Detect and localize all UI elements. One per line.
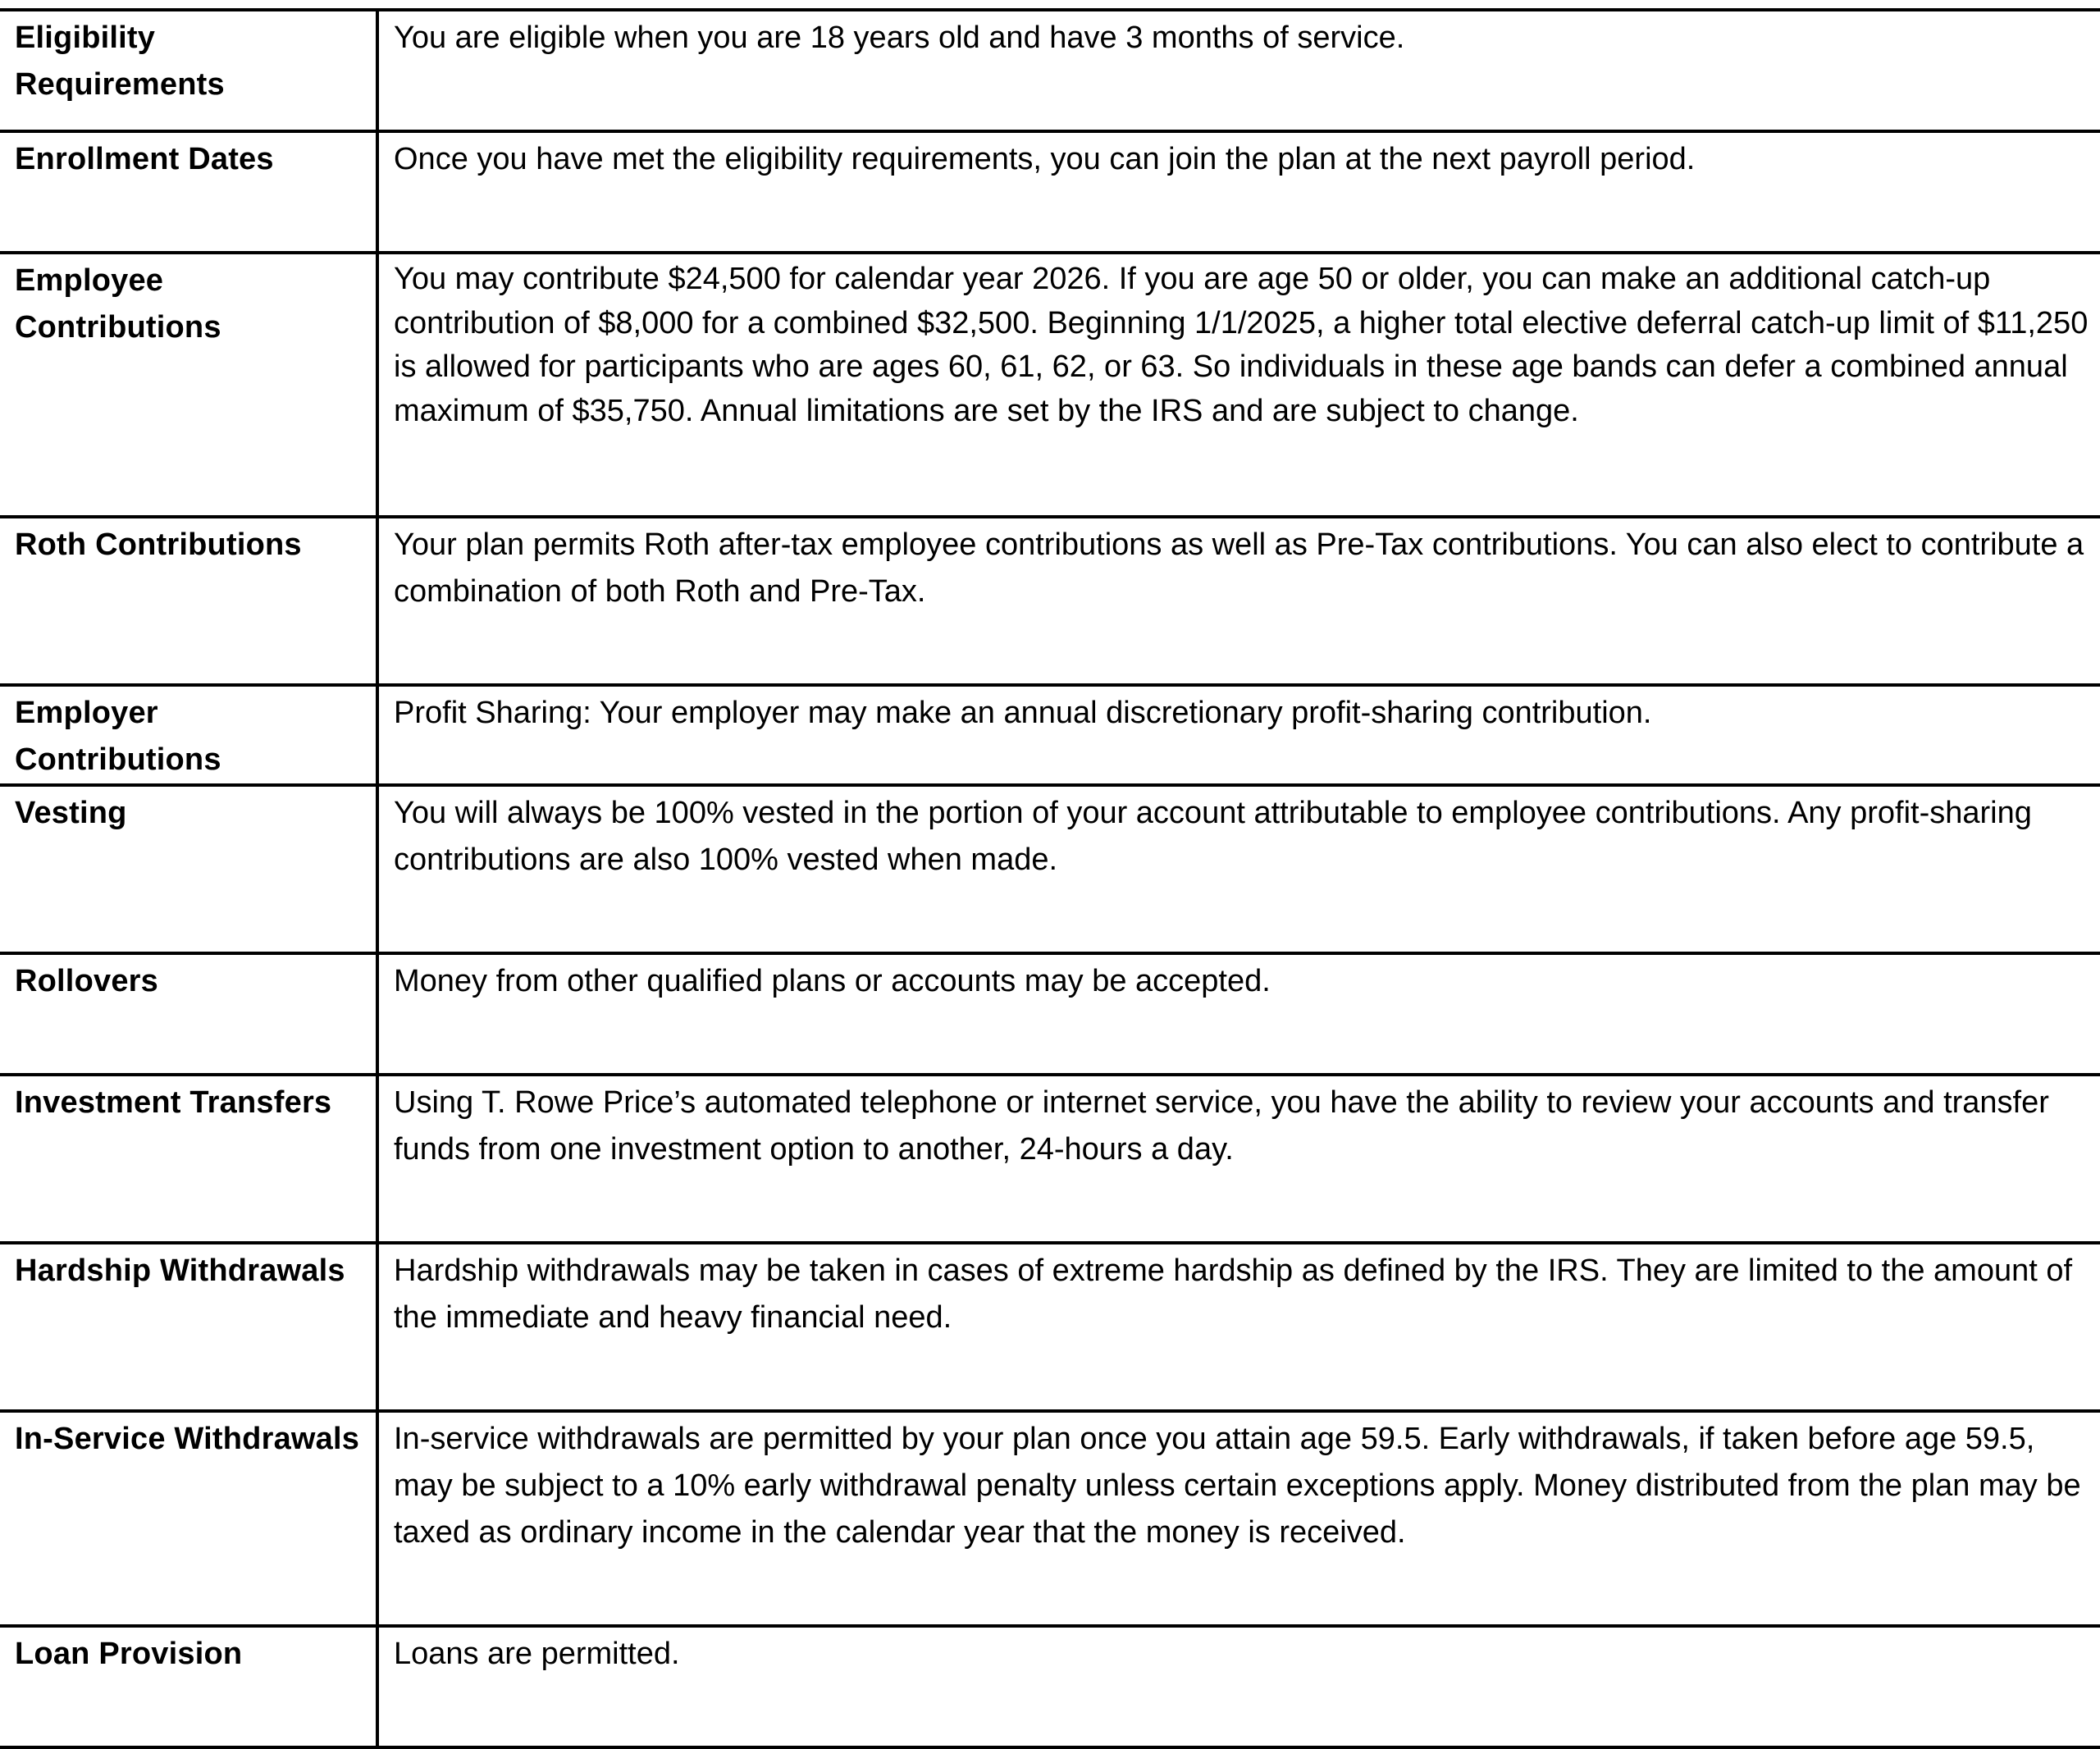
table-row-employee-contributions [0,253,2100,517]
row-description: Profit Sharing: Your employer may make an annual discretionary profit-sharing contribution. [394,696,1652,730]
row-label: In-Service Withdrawals [0,1411,377,1626]
row-label: Enrollment Dates [0,131,377,253]
table-row-employer-contributions [0,685,2100,785]
row-label: Roth Contributions [0,517,377,685]
table-row-roth-contributions [0,517,2100,685]
row-description: Once you have met the eligibility requirements, you can join the plan at the next payroll period. [394,142,1696,176]
row-label: Hardship Withdrawals [0,1243,377,1411]
plan-features-table [0,8,2100,1749]
row-label: Employee Contributions [0,253,377,517]
row-description: You are eligible when you are 18 years old and have 3 months of service. [394,21,1405,55]
table-row-investment-transfers [0,1075,2100,1243]
row-label: Loan Provision [0,1626,377,1747]
row-label: Employer Contributions [0,685,377,785]
row-description: You will always be 100% vested in the portion of your account attributable to employee contributions. Any profit-sharing contributions are also 100% vested when made. [394,796,2032,877]
table-row-hardship-withdrawals [0,1243,2100,1411]
row-label: Vesting [0,785,377,953]
row-description: Loans are permitted. [394,1637,680,1671]
row-description: In-service withdrawals are permitted by your plan once you attain age 59.5. Early withdrawals, if taken before age 59.5, may be subject to a 10% early withdrawal penalty unless certain exceptions apply. Money distributed from the plan may be taxed as ordinary income in the calendar year that the money is received. [394,1422,2081,1550]
table-row-eligibility-requirements [0,10,2100,131]
table-row-vesting [0,785,2100,953]
table-row-rollovers [0,953,2100,1075]
row-label: Investment Transfers [0,1075,377,1243]
row-label: Rollovers [0,953,377,1075]
row-description: You may contribute $24,500 for calendar year 2026. If you are age 50 or older, you can make an additional catch-up contribution of $8,000 for a combined $32,500. Beginning 1/1/2025, a higher total elective deferral catch-up limit of $11,250 is allowed for participants who are ages 60, 61, 62, or 63. So individuals in these age bands can defer a combined annual maximum of $35,750. Annual limitations are set by the IRS and are subject to change. [394,262,2089,428]
row-description: Money from other qualified plans or accounts may be accepted. [394,964,1271,998]
table-row-enrollment-dates [0,131,2100,253]
table-row-in-service-withdrawals [0,1411,2100,1626]
row-description: Your plan permits Roth after-tax employee contributions as well as Pre-Tax contributions. You can also elect to contribute a combination of both Roth and Pre-Tax. [394,527,2084,609]
table-row-loan-provision [0,1626,2100,1747]
row-label: Eligibility Requirements [0,10,377,131]
row-description: Using T. Rowe Price’s automated telephone or internet service, you have the ability to review your accounts and transfer funds from one investment option to another, 24-hours a day. [394,1085,2049,1167]
row-description: Hardship withdrawals may be taken in cases of extreme hardship as defined by the IRS. They are limited to the amount of the immediate and heavy financial need. [394,1254,2073,1335]
